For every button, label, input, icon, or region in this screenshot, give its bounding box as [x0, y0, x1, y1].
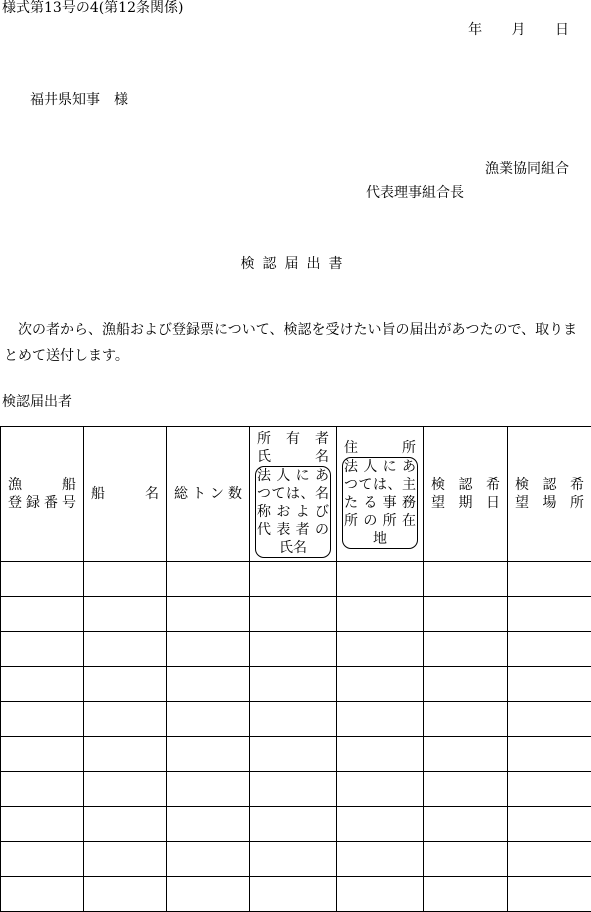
table-cell[interactable] [508, 667, 591, 702]
header-text: 検認希 [431, 476, 500, 494]
header-text: 望期日 [431, 494, 500, 512]
table-cell[interactable] [1, 772, 84, 807]
note-line: 代表者の [257, 521, 329, 539]
header-text: 漁船 [8, 476, 76, 494]
table-row [1, 772, 591, 807]
note-line: 氏名 [279, 540, 307, 556]
col-address [337, 427, 424, 562]
table-cell[interactable] [508, 842, 591, 877]
table-header-row [1, 427, 591, 562]
table-cell[interactable] [250, 772, 337, 807]
table-row [1, 877, 591, 912]
table-row [1, 632, 591, 667]
table-cell[interactable] [167, 737, 250, 772]
sender-representative: 代表理事組合長 [366, 185, 464, 201]
table-cell[interactable] [424, 632, 508, 667]
col-owner-name [250, 427, 337, 562]
table-row [1, 807, 591, 842]
note-line: 所の所在 [344, 512, 416, 530]
table-cell[interactable] [250, 737, 337, 772]
owner-note [255, 466, 331, 558]
header-text: 望場所 [515, 494, 584, 512]
table-cell[interactable] [250, 702, 337, 737]
table-cell[interactable] [84, 737, 167, 772]
table-cell[interactable] [424, 737, 508, 772]
header-text: 船名 [91, 485, 159, 503]
table-cell[interactable] [508, 807, 591, 842]
table-cell[interactable] [424, 842, 508, 877]
note-line: 称および [257, 503, 329, 521]
table-cell[interactable] [424, 807, 508, 842]
table-cell[interactable] [167, 667, 250, 702]
table-cell[interactable] [508, 597, 591, 632]
header-text: 住所 [344, 439, 416, 457]
note-line: 法人にあ [344, 458, 416, 476]
table-cell[interactable] [250, 877, 337, 912]
table-cell[interactable] [424, 562, 508, 597]
table-cell[interactable] [167, 772, 250, 807]
table-cell[interactable] [424, 772, 508, 807]
col-vessel-registration-number [1, 427, 84, 562]
table-cell[interactable] [84, 772, 167, 807]
date-year: 年 [468, 22, 482, 38]
col-desired-inspection-place [508, 427, 591, 562]
table-cell[interactable] [508, 632, 591, 667]
table-cell[interactable] [1, 562, 84, 597]
table-row [1, 702, 591, 737]
addressee: 福井県知事 様 [30, 92, 128, 108]
applicant-table [0, 426, 591, 912]
table-cell[interactable] [167, 597, 250, 632]
table-row [1, 842, 591, 877]
header-text: 登録番号 [8, 494, 76, 512]
note-line: 法人にあ [257, 467, 329, 485]
table-cell[interactable] [167, 632, 250, 667]
table-cell[interactable] [250, 562, 337, 597]
header-text: 所有者 [257, 430, 329, 448]
document-title: 検認届出書 [0, 256, 591, 272]
table-cell[interactable] [250, 842, 337, 877]
table-row [1, 667, 591, 702]
table-cell[interactable] [84, 667, 167, 702]
table-cell[interactable] [508, 702, 591, 737]
table-cell[interactable] [84, 842, 167, 877]
table-cell[interactable] [1, 737, 84, 772]
sender-union: 漁業協同組合 [485, 161, 569, 177]
table-cell[interactable] [84, 702, 167, 737]
table-cell[interactable] [1, 877, 84, 912]
table-cell[interactable] [337, 807, 424, 842]
table-cell[interactable] [424, 667, 508, 702]
note-line: たる事務 [344, 494, 416, 512]
col-vessel-name [84, 427, 167, 562]
table-cell[interactable] [1, 597, 84, 632]
date-line [443, 22, 569, 38]
table-cell[interactable] [337, 737, 424, 772]
table-cell[interactable] [508, 877, 591, 912]
table-cell[interactable] [337, 667, 424, 702]
table-cell[interactable] [167, 702, 250, 737]
note-line: つては、主 [344, 476, 416, 494]
col-desired-inspection-date [424, 427, 508, 562]
table-cell[interactable] [508, 737, 591, 772]
table-cell[interactable] [250, 632, 337, 667]
table-cell[interactable] [1, 702, 84, 737]
table-cell[interactable] [1, 842, 84, 877]
note-line: つては、名 [257, 485, 329, 503]
table-cell[interactable] [250, 597, 337, 632]
table-cell[interactable] [508, 562, 591, 597]
table-cell[interactable] [167, 562, 250, 597]
table-cell[interactable] [250, 667, 337, 702]
table-cell[interactable] [337, 597, 424, 632]
date-month: 月 [512, 22, 526, 38]
note-line: 地 [373, 531, 387, 547]
table-row [1, 597, 591, 632]
table-cell[interactable] [337, 877, 424, 912]
table-cell[interactable] [508, 772, 591, 807]
table-cell[interactable] [424, 877, 508, 912]
table-row [1, 737, 591, 772]
table-cell[interactable] [250, 807, 337, 842]
table-cell[interactable] [84, 597, 167, 632]
table-cell[interactable] [1, 807, 84, 842]
table-row [1, 562, 591, 597]
table-cell[interactable] [337, 772, 424, 807]
table-cell[interactable] [1, 667, 84, 702]
table-cell[interactable] [167, 877, 250, 912]
date-day: 日 [555, 22, 569, 38]
col-gross-tonnage [167, 427, 250, 562]
table-cell[interactable] [1, 632, 84, 667]
form-number-label: 様式第13号の4(第12条関係) [2, 0, 183, 16]
table-cell[interactable] [84, 877, 167, 912]
header-text: 検認希 [515, 476, 584, 494]
table-cell[interactable] [337, 562, 424, 597]
body-text: 次の者から、漁船および登録票について、検認を受けたい旨の届出があつたので、取りまとめて送付します。 [4, 317, 587, 369]
section-label: 検認届出者 [2, 394, 72, 410]
table-cell[interactable] [167, 842, 250, 877]
table-cell[interactable] [337, 632, 424, 667]
table-cell[interactable] [84, 807, 167, 842]
table-cell[interactable] [424, 597, 508, 632]
header-text: 総トン数 [174, 485, 242, 503]
header-text: 氏名 [257, 448, 329, 466]
table-cell[interactable] [424, 702, 508, 737]
address-note [342, 457, 418, 549]
table-cell[interactable] [337, 842, 424, 877]
table-cell[interactable] [167, 807, 250, 842]
table-cell[interactable] [337, 702, 424, 737]
table-cell[interactable] [84, 632, 167, 667]
table-cell[interactable] [84, 562, 167, 597]
